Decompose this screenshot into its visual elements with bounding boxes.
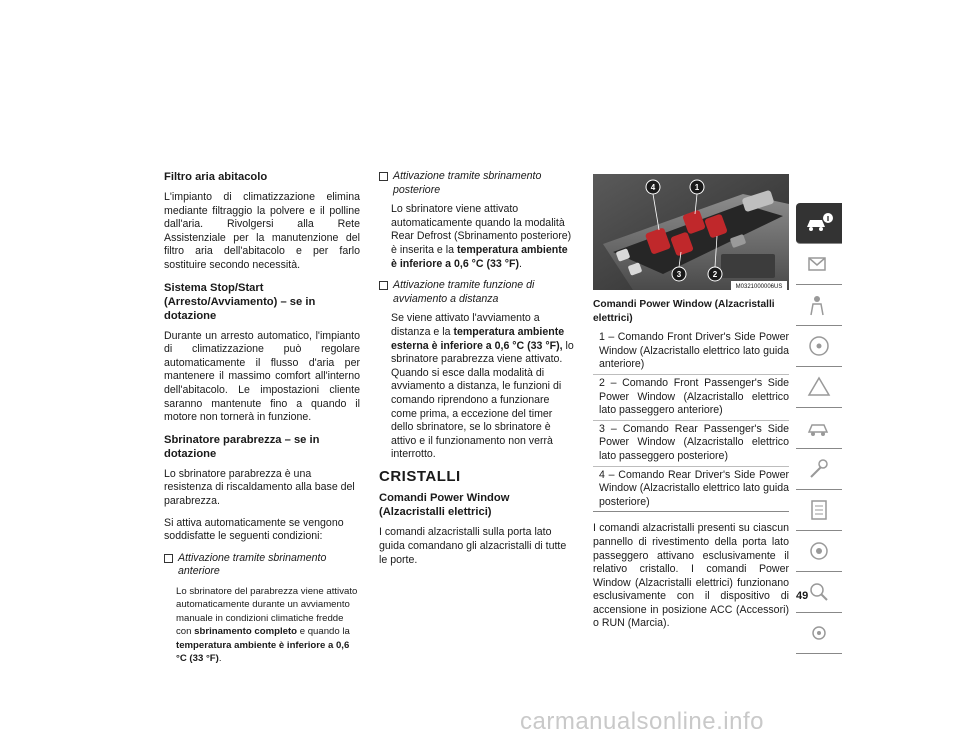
callout-4: 4 [650, 183, 656, 192]
document-list-icon [805, 498, 833, 522]
remote-start-description: Se viene attivato l'avviamento a distanza e la temperatura ambiente esterna è inferiore a 0,6 °C (33 °F), lo sbrinatore parabrezza viene attivato. Quando si esce dalla modalità di avviamento a distanza, le funzioni di comando riprendono a funzionare come prima, a eccezione del timer dello sbrinatore, se lo sbrinatore è attivo e il funzionamento non verrà interrotto. [391, 312, 574, 461]
tab-multimedia[interactable] [796, 531, 842, 572]
tab-customer-assistance[interactable] [796, 613, 842, 654]
legend-item: 1 – Comando Front Driver's Side Power Window (Alzacristallo elettrico lato guida anteriore) [593, 329, 789, 375]
column-1 [164, 170, 360, 673]
page-number: 49 [796, 590, 809, 602]
paragraph-defroster-1: Lo sbrinatore parabrezza è una resistenza di riscaldamento alla base del parabrezza. [164, 467, 355, 507]
tab-safety[interactable] [796, 285, 842, 326]
legend-item: 4 – Comando Rear Driver's Side Power Window (Alzacristallo elettrico lato guida posteriore) [593, 467, 789, 513]
checkbox-bullet-icon [164, 554, 173, 563]
checkbox-bullet-icon [379, 281, 388, 290]
wrench-icon [805, 457, 833, 481]
tab-emergency[interactable] [796, 408, 842, 449]
tab-vehicle-info[interactable] [796, 203, 842, 244]
tab-specifications[interactable] [796, 490, 842, 531]
section-title-cristalli: CRISTALLI [379, 467, 461, 485]
chapter-tabs [796, 203, 842, 654]
paragraph-stop-start: Durante un arresto automatico, l'impianto di climatizzazione può regolare automaticamente il flusso d'aria per mantenere il massimo comfort all'interno dell'abitacolo. Le impostazioni cliente saranno mantenute fino a quando il motore non tornerà in funzione. [164, 329, 360, 424]
callout-2: 2 [712, 270, 718, 279]
heading-power-window: Comandi Power Window (Alzacristalli elettrici) [379, 492, 510, 519]
bullet-rear-defrost: Attivazione tramite sbrinamento posteriore [379, 170, 575, 197]
checkbox-bullet-icon [379, 172, 388, 181]
car-info-icon [804, 211, 834, 235]
column-2 [379, 170, 575, 575]
tab-getting-to-know[interactable] [796, 244, 842, 285]
tab-warning-lights[interactable] [796, 367, 842, 408]
column-3 [593, 174, 789, 639]
figure-caption: Comandi Power Window (Alzacristalli elettrici) [593, 299, 775, 324]
photo-code: M0321000006US [735, 284, 783, 290]
figure-legend [593, 329, 789, 512]
watermark: carmanualsonline.info [520, 708, 764, 735]
warning-triangle-icon [805, 375, 833, 399]
heading-stop-start: Sistema Stop/Start (Arresto/Avviamento) – se in dotazione [164, 281, 316, 322]
heading-cabin-filter: Filtro aria abitacolo [164, 171, 268, 183]
power-window-switch-photo [593, 174, 789, 290]
steering-wheel-icon [805, 334, 833, 358]
heading-windshield-defroster: Sbrinatore parabrezza – se in dotazione [164, 433, 320, 460]
paragraph-cabin-filter: L'impianto di climatizzazione elimina mediante filtraggio la polvere e il polline dall'aria. Rivolgersi alla Rete Assistenziale per la manutenzione del filtro aria dell'abitacolo e per farlo sostituire secondo necessità. [164, 191, 360, 271]
paragraph-power-window: I comandi alzacristalli sulla porta lato guida comandano gli alzacristalli di tutte le porte. [379, 526, 567, 566]
bullet-remote-start: Attivazione tramite funzione di avviamento a distanza [379, 279, 575, 306]
legend-item: 3 – Comando Rear Passenger's Side Power Window (Alzacristallo elettrico lato passeggero posteriore) [593, 421, 789, 467]
callout-3: 3 [676, 270, 682, 279]
magnifier-icon [805, 580, 833, 604]
window-switch-illustration [593, 174, 789, 290]
multimedia-icon [805, 539, 833, 563]
tab-maintenance[interactable] [796, 449, 842, 490]
seatbelt-icon [805, 293, 833, 317]
key-envelope-icon [805, 252, 833, 276]
car-emergency-icon [805, 416, 833, 440]
gear-settings-icon [805, 621, 833, 645]
tab-driving[interactable] [796, 326, 842, 367]
paragraph-defroster-2: Si attiva automaticamente se vengono soddisfatte le seguenti condizioni: [164, 516, 344, 543]
callout-1: 1 [694, 183, 700, 192]
legend-item: 2 – Comando Front Passenger's Side Power Window (Alzacristallo elettrico lato passeggero anteriore) [593, 375, 789, 421]
paragraph-passenger-switches: I comandi alzacristalli presenti su ciascun pannello di rivestimento della porta lato passeggero attivano esclusivamente il relativo cristallo. I comandi Power Window (Alzacristalli elettrici) funzionano esclusivamente con il dispositivo di accensione in posizione ACC (Accessori) o RUN (Marcia). [593, 522, 789, 630]
bullet-front-defrost: Attivazione tramite sbrinamento anteriore [164, 552, 360, 579]
rear-defrost-description: Lo sbrinatore viene attivato automaticamente quando la modalità Rear Defrost (Sbrinamento posteriore) è inserita e la temperatura ambiente è inferiore a 0,6 °C (33 °F). [391, 203, 572, 270]
front-defrost-description: Lo sbrinatore del parabrezza viene attivato automaticamente durante un avviamento manuale in condizioni climatiche fredde con sbrinamento completo e quando la temperatura ambiente è inferiore a 0,6 °C (33 °F). [176, 585, 358, 664]
